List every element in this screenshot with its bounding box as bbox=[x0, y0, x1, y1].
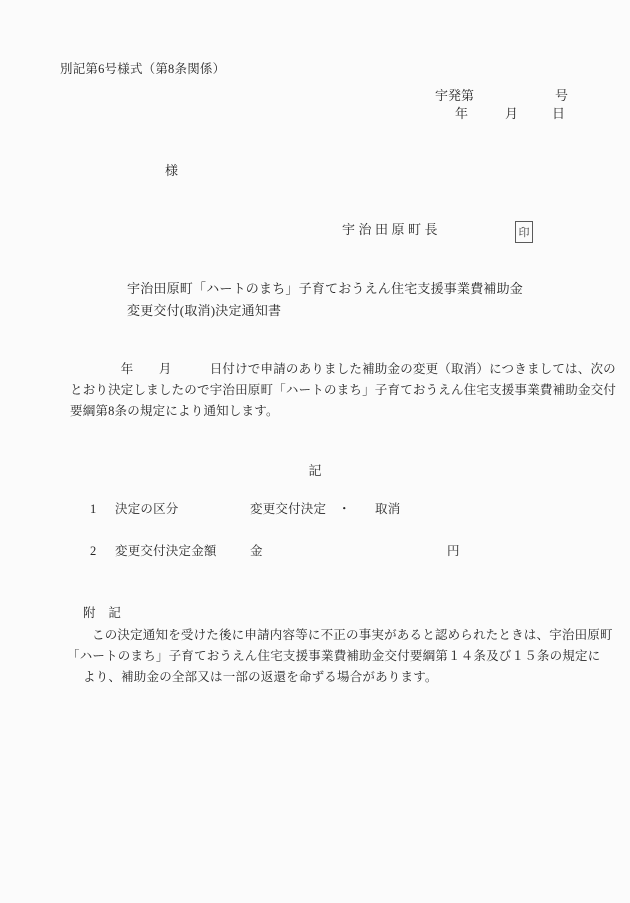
record-item-1 bbox=[0, 502, 630, 520]
ref-number-prefix: 宇発第 bbox=[435, 88, 475, 103]
document-title-line1: 宇治田原町「ハートのまち」子育ておうえん住宅支援事業費補助金 bbox=[127, 281, 524, 296]
document-title-line2: 変更交付(取消)決定通知書 bbox=[127, 303, 282, 318]
record-item-2-label: 変更交付決定金額 bbox=[115, 544, 217, 558]
ref-number-suffix: 号 bbox=[554, 88, 568, 103]
seal-mark: 印 bbox=[518, 227, 530, 239]
body-paragraph-line3: 要綱第8条の規定により通知します。 bbox=[70, 404, 279, 418]
issuer-name: 宇治田原町長 bbox=[342, 222, 442, 237]
record-item-2-unit: 円 bbox=[447, 544, 460, 558]
record-item-1-separator: ・ bbox=[338, 502, 351, 516]
appendix-line1: この決定通知を受けた後に申請内容等に不正の事実があると認められたときは、宇治田原町 bbox=[92, 628, 613, 642]
addressee-honorific: 様 bbox=[165, 163, 179, 178]
ref-number-line bbox=[435, 85, 568, 104]
record-item-1-number: 1 bbox=[90, 502, 97, 516]
form-number-label: 別記第6号様式（第8条関係） bbox=[60, 62, 226, 76]
seal-placeholder-icon bbox=[515, 221, 533, 243]
date-day-label: 日 bbox=[552, 106, 566, 121]
record-item-2 bbox=[0, 544, 630, 562]
record-item-1-value1: 変更交付決定 bbox=[250, 502, 327, 516]
appendix-line3: より、補助金の全部又は一部の返還を命ずる場合があります。 bbox=[83, 670, 438, 684]
body-paragraph-line2: とおり決定しましたので宇治田原町「ハートのまち」子育ておうえん住宅支援事業費補助金交付 bbox=[70, 383, 617, 397]
appendix-line2: 「ハートのまち」子育ておうえん住宅支援事業費補助金交付要綱第１４条及び１５条の規定に bbox=[67, 649, 601, 663]
record-item-1-value2: 取消 bbox=[375, 502, 401, 516]
record-heading: 記 bbox=[308, 463, 322, 478]
appendix-heading: 附 記 bbox=[83, 606, 122, 620]
date-year-label: 年 bbox=[455, 106, 469, 121]
record-item-1-label: 決定の区分 bbox=[115, 502, 179, 516]
date-line bbox=[0, 106, 630, 124]
record-item-2-number: 2 bbox=[90, 544, 97, 558]
date-month-label: 月 bbox=[505, 106, 519, 121]
body-paragraph-line1: 年 月 日付けで申請のありました補助金の変更（取消）につきましては、次の bbox=[70, 362, 616, 376]
record-item-2-value1: 金 bbox=[250, 544, 263, 558]
